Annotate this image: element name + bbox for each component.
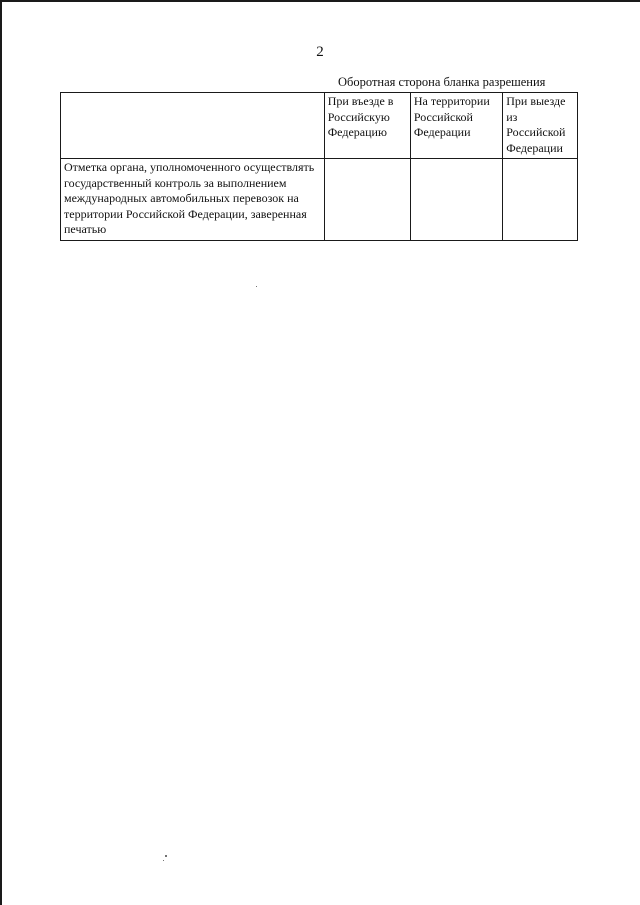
territory-stamp-cell	[410, 159, 502, 241]
table-row	[61, 159, 578, 241]
form-caption: Оборотная сторона бланка разрешения	[338, 75, 546, 89]
header-exit-cell: При выезде из Российской Федерации	[503, 93, 578, 159]
permit-back-table	[60, 92, 578, 241]
scan-speck	[256, 286, 257, 287]
scan-edge-left	[0, 0, 2, 905]
header-corner-cell	[61, 93, 325, 159]
scan-speck	[163, 860, 164, 861]
page-number: 2	[316, 44, 324, 60]
entry-stamp-cell	[324, 159, 410, 241]
header-territory-cell: На территории Российской Федерации	[410, 93, 502, 159]
header-entry-cell: При въезде в Российскую Федерацию	[324, 93, 410, 159]
row-label-cell: Отметка органа, уполномоченного осуществлять государственный контроль за выполнением международных автомобильных перевозок на территории Российской Федерации, заверенная печатью	[61, 159, 325, 241]
scan-edge-top	[0, 0, 640, 2]
exit-stamp-cell	[503, 159, 578, 241]
scan-speck	[165, 855, 167, 857]
table-header-row	[61, 93, 578, 159]
